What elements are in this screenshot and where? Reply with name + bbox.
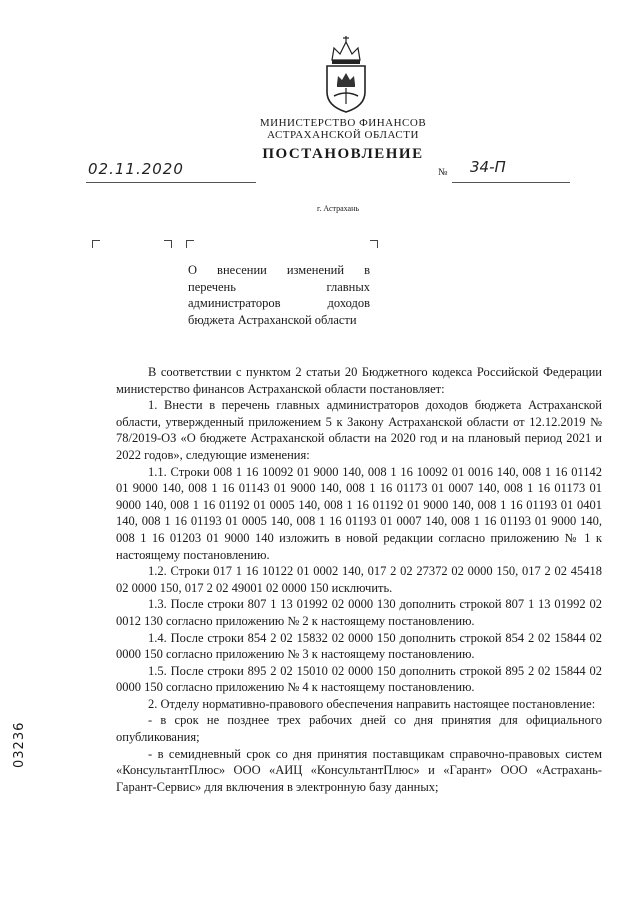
- paragraph-2-item-1: - в срок не позднее трех рабочих дней со дня принятия для официального опубликования;: [116, 713, 602, 745]
- ministry-name: [0, 117, 640, 141]
- city: г. Астрахань: [316, 204, 360, 213]
- paragraph-1-4: 1.4. После строки 854 2 02 15832 02 0000 150 дополнить строкой 854 2 02 15844 02 0000 150 согласно приложению № 3 к настоящему постановлению.: [116, 630, 602, 662]
- corner-mark: [92, 240, 100, 248]
- ministry-line2: АСТРАХАНСКОЙ ОБЛАСТИ: [267, 129, 419, 141]
- corner-mark: [186, 240, 194, 248]
- corner-mark: [370, 240, 378, 248]
- document-type: ПОСТАНОВЛЕНИЕ: [262, 146, 424, 162]
- ministry-line1: МИНИСТЕРСТВО ФИНАНСОВ: [259, 117, 427, 129]
- paragraph-1-5: 1.5. После строки 895 2 02 15010 02 0000 150 дополнить строкой 895 2 02 15844 02 0000 150 согласно приложению № 4 к настоящему постановлению.: [116, 663, 602, 695]
- paragraph-1-2: 1.2. Строки 017 1 16 10122 01 0002 140, 017 2 02 27372 02 0000 150, 017 2 02 45418 02 0000 150, 017 2 02 49001 02 0000 150 исключить.: [116, 564, 602, 595]
- side-code-text: 03236: [12, 721, 27, 768]
- number-sign: №: [438, 167, 448, 178]
- paragraph-preamble: В соответствии с пунктом 2 статьи 20 Бюджетного кодекса Российской Федерации министерство финансов Астраханской области постановляет:: [116, 365, 602, 396]
- decree-date: 02.11.2020: [88, 160, 184, 178]
- paragraph-1: 1. Внести в перечень главных администраторов доходов бюджета Астраханской области, утвержденный приложением 5 к Закону Астраханской области от 12.12.2019 № 78/2019-ОЗ «О бюджете Астраханской области на 2020 год и на плановый период 2021 и 2022 годов», следующие изменения:: [116, 398, 602, 462]
- coat-of-arms-icon: [322, 34, 370, 114]
- decree-number: 34-П: [470, 158, 506, 176]
- decree-subject: О внесении изменений в перечень главных администраторов доходов бюджета Астраханской области: [188, 263, 370, 327]
- side-code: [10, 690, 32, 770]
- paragraph-2: 2. Отделу нормативно-правового обеспечения направить настоящее постановление:: [148, 696, 596, 711]
- corner-mark: [164, 240, 172, 248]
- paragraph-1-3: 1.3. После строки 807 1 13 01992 02 0000 130 дополнить строкой 807 1 13 01992 02 0012 130 согласно приложению № 2 к настоящему постановлению.: [116, 597, 602, 628]
- paragraph-1-1: 1.1. Строки 008 1 16 10092 01 9000 140, 008 1 16 10092 01 0016 140, 008 1 16 01142 01 9000 140, 008 1 16 01143 01 9000 140, 008 1 16 01173 01 0007 140, 008 1 16 01173 01 9000 140, 008 1 16 01192 01 0005 140, 008 1 16 01192 01 9000 140, 008 1 16 01193 01 0401 140, 008 1 16 01193 01 0005 140, 008 1 16 01193 01 0007 140, 008 1 16 01193 01 9000 140, 008 1 16 01203 01 9000 140 изложить в новой редакции согласно приложению № 1 к настоящему постановлению.: [116, 464, 602, 562]
- paragraph-2-item-2: - в семидневный срок со дня принятия поставщикам справочно-правовых систем «КонсультантПлюс» ООО «АИЦ «КонсультантПлюс» и «Гарант» ООО «Астрахань-Гарант-Сервис» для включения в электронную базу данных;: [116, 746, 602, 794]
- decree-body: [116, 364, 602, 795]
